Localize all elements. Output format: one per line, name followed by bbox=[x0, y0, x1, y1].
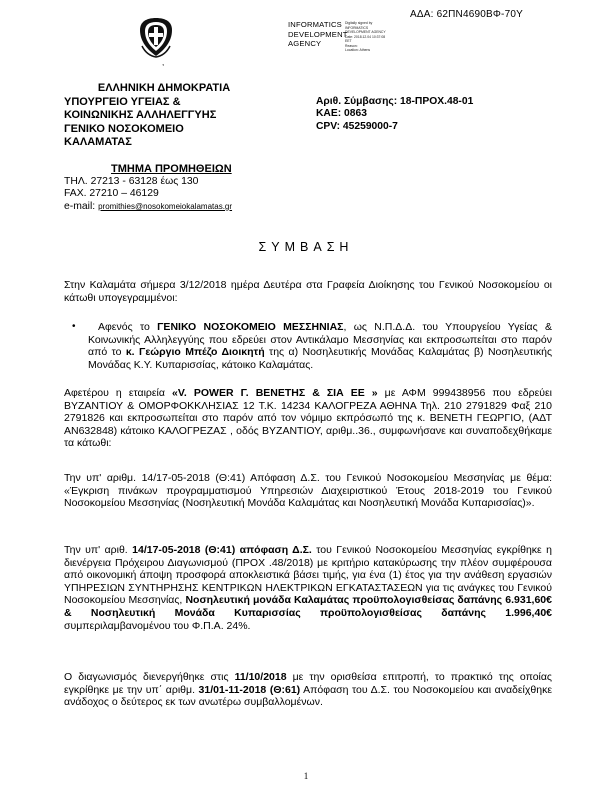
budget-amounts: Νοσηλευτική μονάδα Καλαμάτας προϋπολογισθείσας δαπάνης 6.931,60€ & Νοσηλευτική Μονάδα Κυπαρισσίας προϋπολογισθείσας δαπάνης 1.996,40€ bbox=[64, 594, 552, 619]
signature-detail-line: DEVELOPMENT AGENCY bbox=[345, 30, 386, 34]
signer-line: DEVELOPMENT bbox=[288, 29, 348, 39]
signature-details bbox=[345, 21, 386, 53]
ministry-line: ΓΕΝΙΚΟ ΝΟΣΟΚΟΜΕΙΟ bbox=[64, 122, 184, 135]
kae-row bbox=[316, 108, 473, 120]
decision-ref: 14/17-05-2018 (Θ:41) απόφαση Δ.Σ. bbox=[132, 544, 312, 556]
signer-line: AGENCY bbox=[288, 39, 322, 48]
fax-line: FAX. 27210 – 46129 bbox=[64, 188, 159, 200]
signature-detail-line: EET bbox=[345, 39, 352, 43]
signature-detail-line: Digitally signed by bbox=[345, 21, 373, 25]
kae-value: 0863 bbox=[344, 108, 367, 120]
text-run: Αφετέρου η εταιρεία bbox=[64, 387, 173, 399]
kae-label: ΚΑΕ: bbox=[316, 108, 342, 120]
text-run: Απόφαση του Δ.Σ. του Νοσοκομείου και αναδείχθηκε ανάδοχος ο δεύτερος εκ των ανωτέρω συμβαλλομένων. bbox=[64, 683, 552, 709]
text-run: με την ορισθείσα επιτροπή, το πρακτικό της οποίας εγκρίθηκε με την υπ΄ αριθμ. bbox=[64, 671, 552, 696]
ministry-line: ΚΑΛΑΜΑΤΑΣ bbox=[64, 136, 132, 149]
text-run: συμπεριλαμβανομένου του Φ.Π.Α. 24%. bbox=[64, 619, 251, 632]
signature-detail-line: Date: 2018.12.04 10:37:08 bbox=[345, 34, 386, 39]
text-run: Την υπ' αριθ. bbox=[64, 544, 133, 556]
signer-name bbox=[288, 20, 348, 49]
cpv-label: CPV: bbox=[316, 120, 341, 132]
second-party-paragraph bbox=[64, 387, 552, 450]
award-decision-ref: 31/01-11-2018 (Θ:61) bbox=[198, 683, 301, 696]
signer-line: INFORMATICS bbox=[288, 20, 342, 29]
intro-paragraph: Στην Καλαμάτα σήμερα 3/12/2018 ημέρα Δευτέρα στα Γραφεία Διοίκησης του Γενικού Νοσοκομείου οι κάτωθι υπογεγραμμένοι: bbox=[64, 279, 552, 304]
email-line bbox=[64, 201, 232, 213]
document-title: ΣΥΜΒΑΣΗ bbox=[258, 240, 354, 254]
greek-state-emblem-icon bbox=[136, 16, 176, 58]
department-heading: ΤΜΗΜΑ ΠΡΟΜΗΘΕΙΩΝ bbox=[111, 163, 232, 175]
hospital-name: ΓΕΝΙΚΟ ΝΟΣΟΚΟΜΕΙΟ ΜΕΣΣΗΝΙΑΣ bbox=[157, 321, 344, 333]
first-party-paragraph bbox=[88, 321, 552, 371]
text-run: Ο διαγωνισμός διενεργήθηκε στις bbox=[64, 671, 235, 683]
signature-detail-line: INFORMATICS bbox=[345, 25, 369, 30]
cpv-value: 45259000-7 bbox=[342, 120, 398, 132]
ada-code: ΑΔΑ: 62ΠΝ4690ΒΦ-70Υ bbox=[410, 9, 523, 20]
director-name: κ. Γεώργιο Μπέζο Διοικητή bbox=[125, 346, 265, 359]
company-name: «V. POWER Γ. ΒΕΝΕΤΗΣ & ΣΙΑ ΕΕ » bbox=[172, 387, 378, 399]
tender-paragraph bbox=[64, 544, 552, 632]
decorative-mark: , bbox=[162, 58, 165, 67]
text-run: του Γενικού Νοσοκομείου Μεσσηνίας εγκρίθηκε η διενέργεια Πρόχειρου Διαγωνισμού (ΠΡΟΧ .48/2018) με κριτήριο κατακύρωσης την πλέον συμφέρουσα από οικονομική άποψη προσφορά αποκλειστικά βάσει τιμής, για ένα (1) έτος για την ανάθεση εργασιών ΥΠΗΡΕΣΙΩΝ ΣΥΝΤΗΡΗΣΗΣ ΚΕΝΤΡΙΚΩΝ ΗΛΕΚΤΡΙΚΩΝ ΕΓΚΑΤΑΣΤΑΣΕΩΝ για τις ανάγκες του Γενικού Νοσοκομείου Μεσσηνίας, bbox=[64, 544, 552, 607]
text-run: της α) Νοσηλευτικής Μονάδας Καλαμάτας β) Νοσηλευτικής Μονάδας Κ.Υ. Κυπαρισσίας, κάτοικο Καλαμάτας. bbox=[88, 346, 553, 371]
ministry-line: ΚΟΙΝΩΝΙΚΗΣ ΑΛΛΗΛΕΓΓΥΗΣ bbox=[64, 109, 217, 122]
signature-detail-line: Location: Athens bbox=[345, 48, 371, 52]
bullet-icon: • bbox=[72, 321, 76, 332]
tender-date: 11/10/2018 bbox=[234, 671, 287, 683]
signature-detail-line: Reason: bbox=[345, 43, 358, 48]
page-number: 1 bbox=[303, 771, 309, 781]
phone-line: ΤΗΛ. 27213 - 63128 έως 130 bbox=[64, 176, 199, 187]
text-run: , ως Ν.Π.Δ.Δ. του Υπουργείου Υγείας & Κοινωνικής Αλληλεγγύης που εδρεύει στον Αντικάλαμο Μεσσηνίας και εκπροσωπείται στο παρόν από το bbox=[88, 321, 553, 359]
country-heading: ΕΛΛΗΝΙΚΗ ΔΗΜΟΚΡΑΤΙΑ bbox=[97, 82, 231, 94]
contract-number-label: Αριθ. Σύμβασης: bbox=[316, 96, 398, 107]
email-link[interactable]: promithies@nosokomeiokalamatas.gr bbox=[98, 201, 233, 211]
cpv-row bbox=[316, 121, 473, 133]
contract-number-row bbox=[316, 96, 473, 108]
email-label: e-mail: bbox=[64, 200, 99, 212]
award-paragraph bbox=[64, 671, 552, 709]
decision-paragraph: Την υπ' αριθμ. 14/17-05-2018 (Θ:41) Απόφαση Δ.Σ. του Γενικού Νοσοκομείου Μεσσηνίας με θέμα: «Έγκριση πινάκων προγραμματισμού Υπηρεσιών Διαχειριστικού Έτους 2018-2019 του Γενικού Νοσοκομείου Μεσσηνίας (Νοσηλευτική Μονάδα Καλαμάτας και Νοσηλευτική Μονάδα Κυπαρισσίας)». bbox=[64, 472, 552, 510]
text-run: Αφενός το bbox=[98, 321, 158, 333]
contract-references bbox=[316, 96, 473, 133]
text-run: με ΑΦΜ 999438956 που εδρεύει ΒΥΖΑΝΤΙΟΥ & ΟΜΟΡΦΟΚΚΛΗΣΙΑΣ 12 Τ.Κ. 14234 ΚΑΛΟΓΡΕΖΑ ΑΘΗΝΑ Τηλ. 210 2791829 Φαξ 210 2791826 και εκπροσωπείται στο παρόν από τον νόμιμο εκπρόσωπό της κ. ΒΕΝΕΤΗ ΓΕΩΡΓΙΟ, (ΑΔΤ ΑΝ632848) κάτοικο ΚΑΛΟΓΡΕΖΑΣ , οδός ΒΥΖΑΝΤΙΟΥ, αριθμ..36., συμφωνήσανε και συναποδεχθήκαμε τα κάτωθι: bbox=[64, 387, 553, 450]
contract-number-value: 18-ΠΡΟΧ.48-01 bbox=[400, 96, 474, 107]
ministry-block bbox=[64, 96, 216, 150]
ministry-line: ΥΠΟΥΡΓΕΙΟ ΥΓΕΙΑΣ & bbox=[64, 96, 181, 108]
contact-block bbox=[64, 176, 232, 213]
